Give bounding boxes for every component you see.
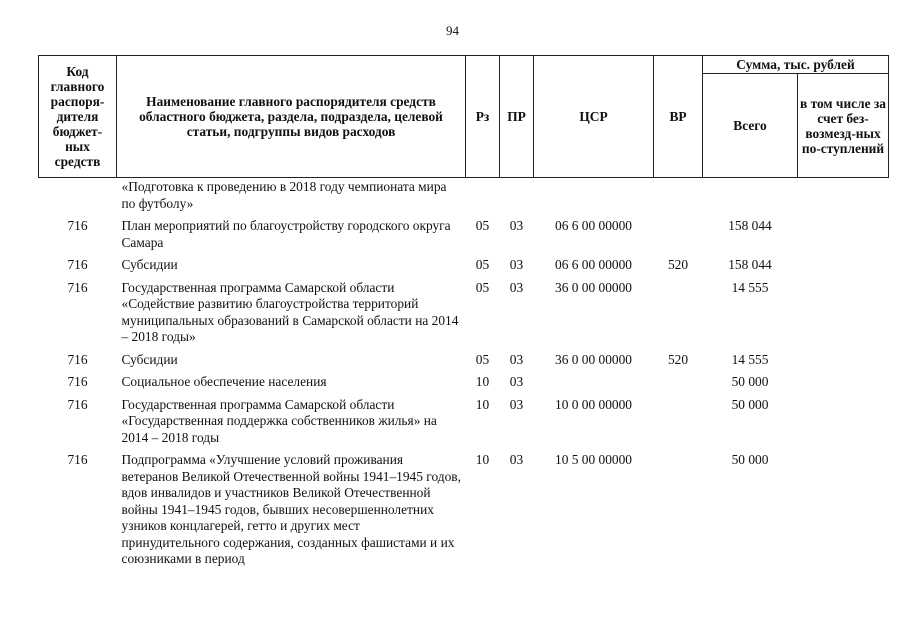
cell-csr: 36 0 00 00000 [555,279,632,295]
table-row [39,257,889,280]
cell-grants [798,280,889,352]
cell-csr [534,374,654,397]
cell-code: 716 [67,452,88,467]
table-row [39,374,889,397]
cell-grants [798,452,889,574]
cell-rz: 05 [475,351,490,367]
cell-code: 716 [67,218,88,233]
cell-total: 14 555 [731,351,769,367]
cell-vr: 520 [667,257,689,272]
table-row [39,178,889,219]
cell-name: Государственная программа Самарской области «Содействие развитию благоустройства территорий муниципальных образований в Самарской области на 2014 – 2018 годы» [121,279,459,344]
budget-table [38,55,889,574]
table-header [39,56,889,178]
cell-vr [654,397,703,453]
header-vr: ВР [654,56,703,178]
header-total: Всего [703,74,798,178]
cell-name: Субсидии [121,257,178,272]
header-grants: в том числе за счет без-возмезд-ных по-ступлений [798,74,889,178]
cell-code: 716 [67,374,88,389]
cell-grants [798,397,889,453]
cell-rz: 10 [475,396,490,412]
cell-pr: 03 [509,257,524,272]
cell-vr [654,178,703,219]
cell-code: 716 [67,351,88,367]
cell-name: Государственная программа Самарской области «Государственная поддержка собственников жилья» на 2014 – 2018 годы [121,396,437,445]
cell-csr [534,178,654,219]
cell-code: 716 [67,279,88,295]
cell-csr: 10 0 00 00000 [555,396,632,412]
cell-vr [654,280,703,352]
cell-pr: 03 [509,396,524,412]
cell-csr: 06 6 00 00000 [555,218,632,233]
table-row [39,280,889,352]
cell-total: 158 044 [728,257,772,272]
cell-code [39,178,117,219]
cell-name: Субсидии [121,351,178,367]
cell-name: Подпрограмма «Улучшение условий проживания ветеранов Великой Отечественной войны 1941–1945 годов, вдов инвалидов и участников Великой Отечественной войны 1941–1945 годов, бывших несовершеннолетних узников концлагерей, гетто и других мест принудительного содержания, созданных фашистами и их союзниками в период [121,452,461,566]
cell-rz: 05 [475,218,490,233]
header-rz: Рз [466,56,500,178]
cell-rz: 10 [475,452,490,467]
cell-total [703,178,798,219]
cell-total: 50 000 [731,374,769,389]
header-csr: ЦСР [534,56,654,178]
header-name: Наименование главного распорядителя средств областного бюджета, раздела, подраздела, целевой статьи, подгруппы видов расходов [117,56,466,178]
cell-grants [798,257,889,280]
cell-csr: 10 5 00 00000 [555,452,632,467]
cell-total: 158 044 [728,218,772,233]
cell-pr: 03 [509,279,524,295]
cell-code: 716 [67,257,88,272]
cell-rz: 10 [475,374,490,389]
cell-csr: 06 6 00 00000 [555,257,632,272]
cell-csr: 36 0 00 00000 [555,351,632,367]
cell-total: 50 000 [731,452,769,467]
cell-grants [798,218,889,257]
cell-grants [798,352,889,375]
page-number: 94 [446,23,459,38]
cell-pr [500,178,534,219]
table-row [39,452,889,574]
cell-grants [798,374,889,397]
cell-vr [654,452,703,574]
header-code: Код главного распоря-дителя бюджет-ных средств [39,56,117,178]
header-sum: Сумма, тыс. рублей [703,56,889,74]
cell-rz: 05 [475,279,490,295]
cell-name: Социальное обеспечение населения [121,374,327,389]
cell-grants [798,178,889,219]
cell-name: «Подготовка к проведению в 2018 году чемпионата мира по футболу» [121,179,447,211]
cell-code: 716 [67,396,88,412]
cell-vr [654,374,703,397]
cell-rz: 05 [475,257,490,272]
table-row [39,218,889,257]
cell-pr: 03 [509,374,524,389]
cell-vr: 520 [667,351,689,367]
cell-pr: 03 [509,351,524,367]
cell-pr: 03 [509,218,524,233]
table-row [39,352,889,375]
cell-rz [466,178,500,219]
table-body [39,178,889,574]
cell-total: 50 000 [731,396,769,412]
cell-name: План мероприятий по благоустройству городского округа Самара [121,218,451,250]
header-pr: ПР [500,56,534,178]
cell-total: 14 555 [731,279,769,295]
cell-pr: 03 [509,452,524,467]
cell-vr [654,218,703,257]
table-row [39,397,889,453]
